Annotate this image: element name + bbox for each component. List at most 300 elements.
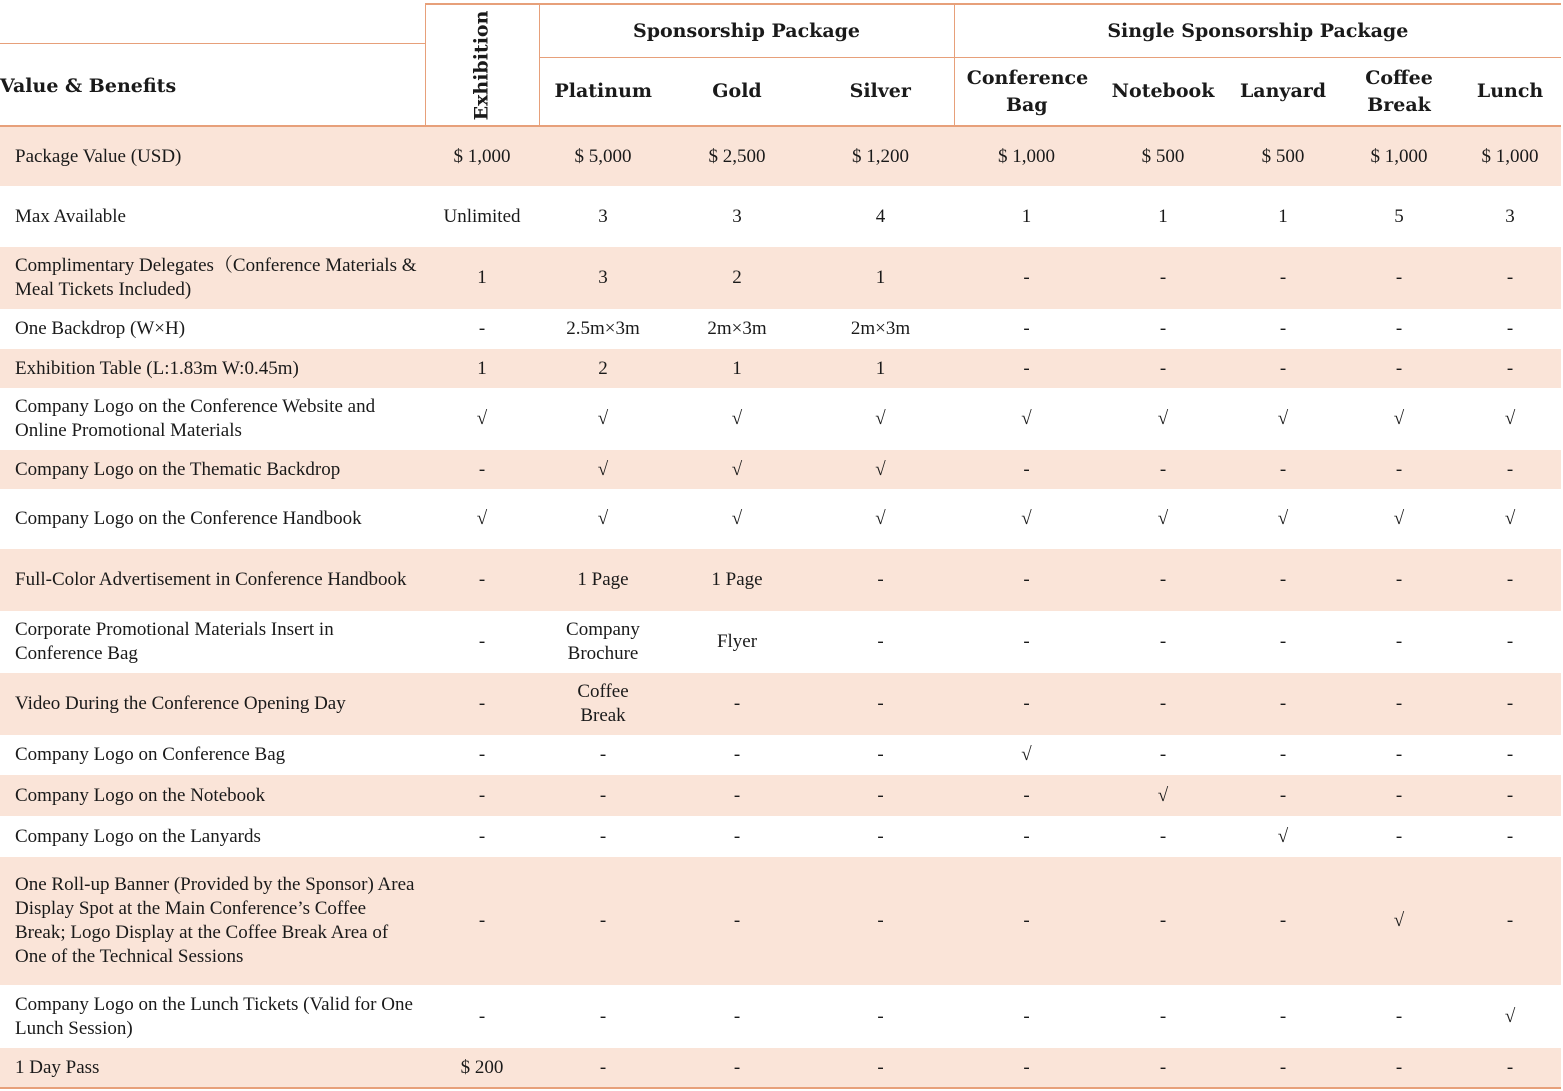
header-sponsorship-package: Sponsorship Package [539,4,954,58]
cell-exhibition [425,186,539,247]
cell-notebook [1099,1048,1227,1088]
cell-exhibition [425,309,539,349]
cell-value: - [478,910,486,931]
cell-value: - [599,744,607,765]
table-row [0,857,1561,985]
cell-platinum [539,349,667,388]
cell-value: - [1159,631,1167,652]
coffee-break-label: Coffee Break [1365,66,1433,116]
cell-notebook [1099,309,1227,349]
header-value-benefits [0,4,425,126]
cell-notebook [1099,489,1227,549]
cell-conference-bag [954,611,1099,673]
cell-silver [807,673,954,735]
cell-gold [667,349,807,388]
cell-coffee-break [1339,985,1459,1048]
cell-conference-bag [954,186,1099,247]
cell-exhibition [425,549,539,611]
cell-value: √ [597,458,609,480]
row-label: Package Value (USD) [0,126,425,186]
cell-value: - [1506,631,1514,652]
cell-coffee-break [1339,611,1459,673]
cell-value: - [733,1005,741,1027]
cell-value: 2m×3m [707,318,767,339]
cell-value: - [1395,784,1403,806]
table-row [0,450,1561,489]
cell-lanyard [1227,549,1339,611]
cell-coffee-break [1339,1048,1459,1088]
cell-platinum [539,388,667,450]
cell-value: - [1023,569,1030,590]
cell-notebook [1099,857,1227,985]
cell-value: 2 [732,267,742,288]
cell-value: - [1395,318,1403,339]
cell-value: 1 [732,357,742,379]
cell-value: - [877,1056,884,1078]
cell-value: √ [597,408,609,429]
cell-silver [807,388,954,450]
row-label: 1 Day Pass [0,1048,425,1088]
table-row [0,775,1561,816]
cell-coffee-break [1339,489,1459,549]
cell-value: √ [1021,408,1032,429]
cell-value: - [1159,1056,1167,1078]
cell-value: √ [731,458,743,480]
row-label: Company Logo on the Conference Handbook [15,508,362,529]
cell-platinum [539,673,667,735]
cell-value: - [599,784,607,806]
cell-value: - [1279,784,1287,806]
cell-silver [807,247,954,309]
cell-platinum [539,735,667,775]
column-header-lanyard: Lanyard [1239,80,1327,102]
cell-value: √ [1277,508,1289,529]
cell-notebook [1099,816,1227,857]
row-label: One Roll-up Banner (Provided by the Sponsor) Area Display Spot at the Main Conference’s Coffee Break; Logo Display at the Coffee Break Area of One of the Technical Sessions [15,874,415,967]
cell-value: √ [1504,508,1516,529]
cell-lanyard [1227,611,1339,673]
cell-value: - [1159,744,1167,765]
cell-value: √ [1157,784,1169,806]
cell-lanyard [1227,985,1339,1048]
cell-value: - [1279,1005,1287,1027]
cell-platinum [539,309,667,349]
cell-value: - [1023,1056,1030,1078]
cell-coffee-break [1339,247,1459,309]
cell-silver [807,186,954,247]
cell-platinum [539,816,667,857]
cell-value: $ 1,000 [1481,145,1539,167]
cell-value: - [1506,910,1514,931]
cell-value: √ [1021,744,1032,765]
cell-notebook [1099,388,1227,450]
cell-value: - [1023,318,1030,339]
cell-value: 2m×3m [850,318,911,339]
cell-value: - [1023,910,1030,931]
table-row [0,1048,1561,1088]
cell-lanyard [1227,1048,1339,1088]
cell-value: - [1506,825,1514,847]
cell-gold [667,611,807,673]
cell-notebook [1099,126,1227,186]
cell-value: √ [875,508,886,529]
cell-value: √ [1504,1005,1516,1027]
cell-conference-bag [954,349,1099,388]
cell-value: √ [875,408,886,429]
cell-value: - [1506,784,1514,806]
cell-value: - [1395,569,1403,590]
cell-lanyard [1227,489,1339,549]
cell-value: √ [875,458,886,480]
cell-platinum [539,489,667,549]
cell-value: - [1506,693,1514,714]
cell-gold [667,673,807,735]
cell-notebook [1099,247,1227,309]
column-header-lunch: Lunch [1476,80,1544,102]
table-row [0,985,1561,1048]
value-benefits-label: Value & Benefits [0,74,177,97]
cell-value: - [1279,569,1287,590]
cell-value: - [1506,318,1514,339]
cell-conference-bag [954,673,1099,735]
cell-value: Unlimited [443,205,521,227]
cell-value: - [1159,910,1167,931]
cell-value: - [877,744,884,765]
cell-lanyard [1227,247,1339,309]
cell-lunch [1459,126,1561,186]
cell-exhibition [425,349,539,388]
cell-value: √ [1393,508,1405,529]
table-row [0,549,1561,611]
cell-value: - [1279,693,1287,714]
cell-value: - [1395,693,1403,714]
cell-notebook [1099,735,1227,775]
cell-gold [667,816,807,857]
cell-value: - [1279,357,1287,379]
table-row [0,735,1561,775]
cell-value: - [1023,631,1030,652]
cell-value: - [1159,458,1167,480]
cell-value: - [1506,458,1514,480]
cell-conference-bag [954,489,1099,549]
cell-value: - [1159,1005,1167,1027]
row-label: Complimentary Delegates（Conference Materials & Meal Tickets Included) [15,255,417,300]
cell-gold [667,186,807,247]
exhibition-label: Exhibition [470,10,493,120]
cell-value: Flyer [716,631,758,652]
table-row [0,309,1561,349]
cell-value: √ [1157,408,1169,429]
table-row [0,126,1561,186]
cell-value: 3 [598,267,608,288]
row-label: One Backdrop (W×H) [15,318,186,339]
cell-value: - [1159,569,1167,590]
cell-value: - [1506,744,1514,765]
cell-gold [667,450,807,489]
cell-notebook [1099,450,1227,489]
cell-value: - [1395,631,1403,652]
cell-silver [807,450,954,489]
cell-value: - [1023,357,1030,379]
cell-coffee-break [1339,857,1459,985]
cell-value: - [1395,458,1403,480]
cell-value: - [599,1005,607,1027]
cell-coffee-break [1339,775,1459,816]
cell-conference-bag [954,816,1099,857]
cell-value: - [1159,693,1167,714]
cell-exhibition [425,247,539,309]
cell-lanyard [1227,450,1339,489]
cell-value: - [1395,744,1403,765]
cell-value: - [1395,357,1403,379]
cell-value: - [1279,267,1287,288]
cell-notebook [1099,349,1227,388]
cell-coffee-break [1339,450,1459,489]
cell-value: - [478,693,486,714]
cell-platinum [539,775,667,816]
cell-value: - [1023,693,1030,714]
cell-value: - [478,825,486,847]
cell-gold [667,775,807,816]
cell-value: - [1159,318,1167,339]
cell-conference-bag [954,450,1099,489]
cell-value: $ 1,000 [1370,145,1428,167]
cell-exhibition [425,775,539,816]
cell-value: - [1395,267,1403,288]
cell-platinum [539,611,667,673]
cell-value: - [1023,784,1030,806]
cell-value: √ [597,508,609,529]
cell-value: √ [731,408,743,429]
cell-value: √ [1393,910,1405,931]
row-label: Corporate Promotional Materials Insert in Conference Bag [15,619,334,664]
cell-value: - [877,784,884,806]
cell-lunch [1459,1048,1561,1088]
cell-coffee-break [1339,735,1459,775]
cell-value: - [877,1005,884,1027]
cell-value: - [1506,267,1514,288]
cell-conference-bag [954,549,1099,611]
cell-value: - [877,569,884,590]
cell-value: - [877,693,884,714]
cell-lunch [1459,611,1561,673]
cell-conference-bag [954,775,1099,816]
table-body [0,126,1561,1088]
header-exhibition [425,4,539,126]
table-row [0,349,1561,388]
cell-silver [807,489,954,549]
cell-lanyard [1227,309,1339,349]
cell-value: 2.5m×3m [566,318,640,339]
cell-gold [667,388,807,450]
cell-value: $ 5,000 [574,145,632,167]
cell-exhibition [425,816,539,857]
cell-value: - [599,1056,607,1078]
cell-notebook [1099,985,1227,1048]
cell-lunch [1459,349,1561,388]
cell-value: - [1279,744,1287,765]
cell-conference-bag [954,857,1099,985]
column-header-gold: Gold [712,80,762,102]
cell-exhibition [425,735,539,775]
cell-value: - [733,744,741,765]
cell-exhibition [425,489,539,549]
table-row [0,388,1561,450]
cell-lunch [1459,673,1561,735]
cell-platinum [539,450,667,489]
cell-value: 1 [875,357,886,379]
row-label: Company Logo on the Thematic Backdrop [15,458,341,480]
cell-lunch [1459,489,1561,549]
cell-lunch [1459,247,1561,309]
cell-platinum [539,549,667,611]
cell-gold [667,489,807,549]
cell-lunch [1459,857,1561,985]
cell-value: √ [476,408,488,429]
cell-exhibition [425,1048,539,1088]
cell-gold [667,549,807,611]
row-label: Company Logo on the Lanyards [15,825,261,847]
cell-value: - [1279,910,1287,931]
cell-silver [807,309,954,349]
cell-silver [807,611,954,673]
cell-value: - [1023,267,1030,288]
cell-value: - [1395,1056,1403,1078]
cell-lanyard [1227,388,1339,450]
cell-value: Coffee Break [577,681,629,726]
cell-value: 2 [598,357,608,379]
cell-exhibition [425,857,539,985]
cell-lanyard [1227,775,1339,816]
cell-value: √ [731,508,743,529]
cell-value: - [478,631,486,652]
cell-value: - [1023,458,1030,480]
cell-value: $ 500 [1141,145,1185,167]
cell-value: - [1023,1005,1030,1027]
cell-value: $ 2,500 [708,145,766,167]
cell-value: - [1279,458,1287,480]
cell-exhibition [425,985,539,1048]
column-header-coffee-break [1339,58,1459,127]
cell-lanyard [1227,126,1339,186]
cell-value: - [877,631,884,652]
cell-value: - [733,693,741,714]
table-row [0,247,1561,309]
table-row [0,673,1561,735]
cell-value: - [478,1005,486,1027]
cell-lunch [1459,816,1561,857]
row-label: Company Logo on the Conference Website and Online Promotional Materials [15,396,376,441]
table-row [0,186,1561,247]
cell-coffee-break [1339,349,1459,388]
cell-value: - [1506,357,1514,379]
row-label: Company Logo on Conference Bag [15,744,286,765]
cell-coffee-break [1339,673,1459,735]
cell-lunch [1459,735,1561,775]
cell-value: - [1159,825,1167,847]
cell-value: √ [1021,508,1032,529]
cell-platinum [539,126,667,186]
cell-platinum [539,186,667,247]
cell-value: $ 200 [460,1056,504,1078]
cell-value: 1 Page [577,569,629,590]
cell-value: - [478,744,486,765]
cell-lunch [1459,309,1561,349]
cell-coffee-break [1339,186,1459,247]
cell-value: - [599,910,607,931]
cell-lunch [1459,549,1561,611]
cell-value: - [1023,825,1030,847]
cell-value: √ [1277,825,1289,847]
cell-value: 1 [1021,205,1032,227]
row-label: Company Logo on the Notebook [15,784,266,806]
cell-value: - [1395,825,1403,847]
cell-silver [807,349,954,388]
cell-value: - [599,825,607,847]
cell-lanyard [1227,857,1339,985]
cell-value: - [733,825,741,847]
cell-silver [807,985,954,1048]
row-label: Exhibition Table (L:1.83m W:0.45m) [15,357,299,379]
cell-value: - [877,910,884,931]
cell-platinum [539,247,667,309]
cell-value: 5 [1394,205,1404,227]
cell-lunch [1459,450,1561,489]
cell-coffee-break [1339,549,1459,611]
cell-value: 1 [477,267,487,288]
cell-gold [667,309,807,349]
cell-silver [807,775,954,816]
cell-silver [807,549,954,611]
table-row [0,816,1561,857]
cell-value: √ [1157,508,1169,529]
cell-value: 1 [1158,205,1168,227]
row-label: Max Available [15,205,126,227]
cell-value: $ 500 [1261,145,1305,167]
cell-lanyard [1227,186,1339,247]
cell-conference-bag [954,735,1099,775]
cell-value: - [733,910,741,931]
cell-notebook [1099,611,1227,673]
cell-silver [807,857,954,985]
cell-value: - [1279,1056,1287,1078]
cell-conference-bag [954,247,1099,309]
cell-notebook [1099,775,1227,816]
column-header-conference-bag [954,58,1099,127]
cell-value: 1 [875,267,886,288]
cell-value: - [1279,631,1287,652]
table-header [0,4,1561,126]
cell-gold [667,126,807,186]
cell-value: 3 [732,205,742,227]
cell-exhibition [425,126,539,186]
cell-value: 3 [598,205,608,227]
cell-platinum [539,985,667,1048]
cell-value: √ [476,508,488,529]
cell-value: - [478,784,486,806]
cell-lunch [1459,985,1561,1048]
cell-exhibition [425,611,539,673]
cell-value: $ 1,000 [453,145,511,167]
cell-notebook [1099,673,1227,735]
cell-platinum [539,1048,667,1088]
cell-coffee-break [1339,388,1459,450]
cell-value: - [733,784,741,806]
benefits-table [0,3,1561,1089]
cell-gold [667,1048,807,1088]
cell-exhibition [425,673,539,735]
cell-value: - [1395,1005,1403,1027]
